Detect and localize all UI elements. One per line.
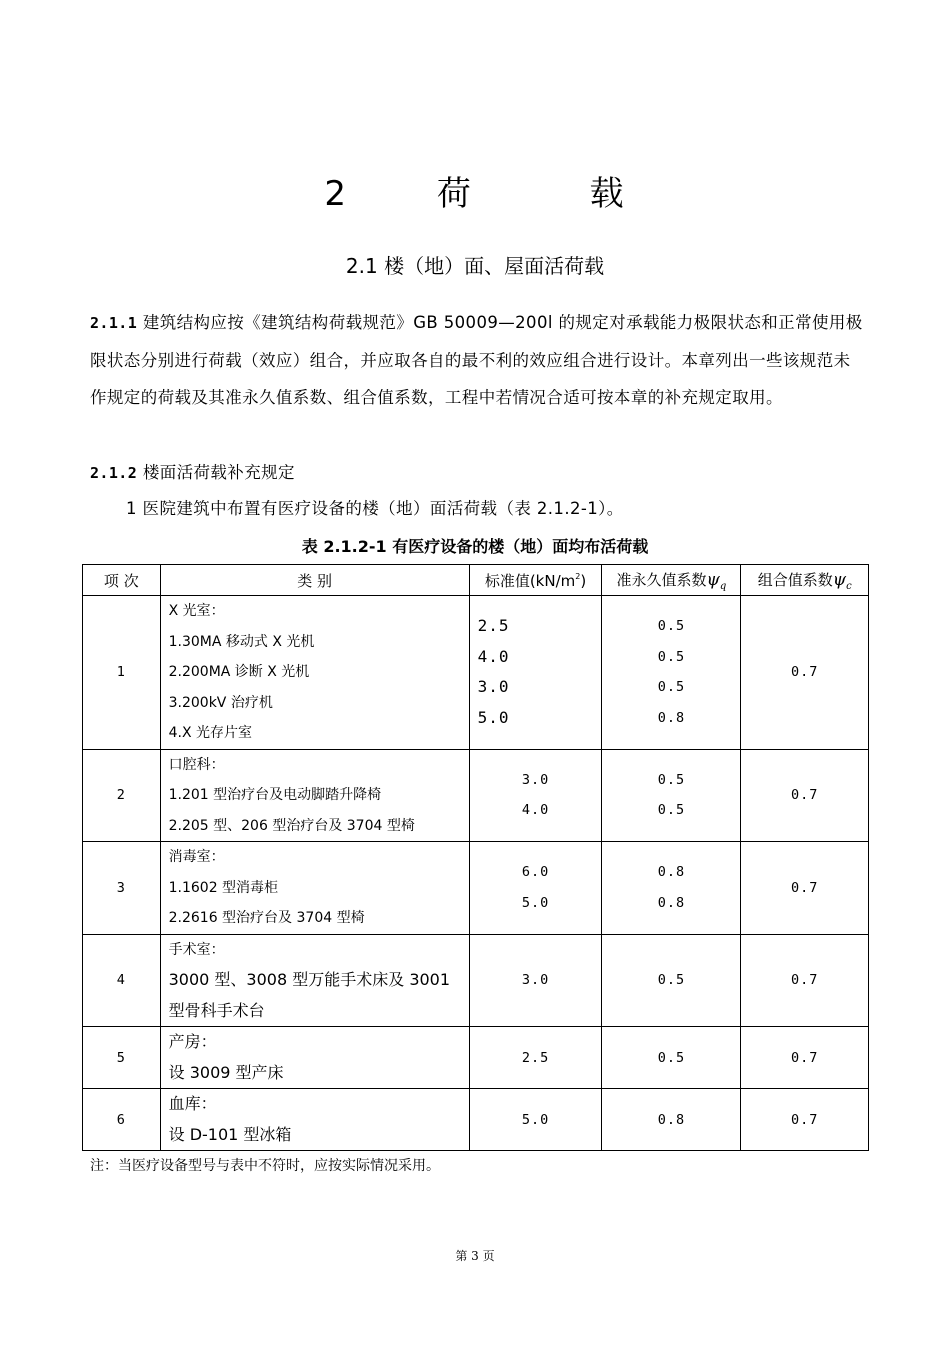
cell-combination: 0.7 xyxy=(741,1027,869,1089)
cell-type: 消毒室： 1.1602 型消毒柜 2.2616 型治疗台及 3704 型椅 xyxy=(160,842,469,935)
chapter-title-char-1: 荷 xyxy=(436,174,473,214)
list-item-1: 1 医院建筑中布置有医疗设备的楼（地）面活荷载（表 2.1.2-1）。 xyxy=(126,499,624,518)
cell-id: 2 xyxy=(83,749,161,842)
table-row xyxy=(83,749,869,842)
chapter-title xyxy=(0,166,950,215)
table-header-row xyxy=(83,565,869,596)
cell-standard-value: 5.0 xyxy=(469,1089,602,1151)
cell-quasi-permanent: 0.5 xyxy=(602,934,741,1027)
table-row xyxy=(83,596,869,750)
chapter-number: 2 xyxy=(324,174,348,214)
header-combination-coefficient: 组合值系数$\psi_c$ xyxy=(741,565,869,596)
clause-number: 2.1.1 xyxy=(90,314,138,332)
table-note: 注：当医疗设备型号与表中不符时，应按实际情况采用。 xyxy=(90,1158,440,1174)
cell-id: 5 xyxy=(83,1027,161,1089)
cell-combination: 0.7 xyxy=(741,1089,869,1151)
cell-standard-value: 3.0 xyxy=(469,934,602,1027)
cell-id: 6 xyxy=(83,1089,161,1151)
cell-standard-value: 2.5 4.0 3.0 5.0 xyxy=(469,596,602,750)
cell-type: 手术室： 3000 型、3008 型万能手术床及 3001 型骨科手术台 xyxy=(160,934,469,1027)
table-row xyxy=(83,1027,869,1089)
cell-standard-value: 3.0 4.0 xyxy=(469,749,602,842)
header-id: 项 次 xyxy=(83,565,161,596)
table-row xyxy=(83,842,869,935)
cell-combination: 0.7 xyxy=(741,842,869,935)
clause-text: 建筑结构应按《建筑结构荷载规范》GB 50009—200l 的规定对承载能力极限状态和正常使用极限状态分别进行荷载（效应）组合，并应取各自的最不利的效应组合进行设计。本章列出一些该规范未作规定的荷载及其准永久值系数、组合值系数，工程中若情况合适可按本章的补充规定取用。 xyxy=(90,313,863,407)
cell-type: 口腔科： 1.201 型治疗台及电动脚踏升降椅 2.205 型、206 型治疗台及 3704 型椅 xyxy=(160,749,469,842)
clause-2-1-1 xyxy=(90,304,865,416)
cell-standard-value: 6.0 5.0 xyxy=(469,842,602,935)
header-quasi-permanent-coefficient: 准永久值系数$\psi_q$ xyxy=(602,565,741,596)
cell-id: 1 xyxy=(83,596,161,750)
header-type: 类 别 xyxy=(160,565,469,596)
cell-type: 产房： 设 3009 型产床 xyxy=(160,1027,469,1089)
cell-quasi-permanent: 0.8 0.8 xyxy=(602,842,741,935)
page-number: 第 3 页 xyxy=(455,1249,495,1263)
table-row xyxy=(83,934,869,1027)
section-title: 2.1 楼（地）面、屋面活荷载 xyxy=(345,254,605,278)
load-table xyxy=(82,564,869,1151)
chapter-title-char-2: 载 xyxy=(589,174,626,214)
cell-quasi-permanent: 0.8 xyxy=(602,1089,741,1151)
cell-id: 3 xyxy=(83,842,161,935)
cell-type: X 光室： 1.30MA 移动式 X 光机 2.200MA 诊断 X 光机 3.200kV 治疗机 4.X 光存片室 xyxy=(160,596,469,750)
table-row xyxy=(83,1089,869,1151)
clause-number: 2.1.2 xyxy=(90,464,138,482)
clause-2-1-2 xyxy=(90,454,865,492)
cell-combination: 0.7 xyxy=(741,596,869,750)
header-standard-value: 标准值$(kN/m^2)$ xyxy=(469,565,602,596)
cell-quasi-permanent: 0.5 0.5 0.5 0.8 xyxy=(602,596,741,750)
cell-combination: 0.7 xyxy=(741,934,869,1027)
cell-quasi-permanent: 0.5 0.5 xyxy=(602,749,741,842)
cell-quasi-permanent: 0.5 xyxy=(602,1027,741,1089)
clause-text: 楼面活荷载补充规定 xyxy=(142,463,295,482)
cell-combination: 0.7 xyxy=(741,749,869,842)
table-caption: 表 2.1.2-1 有医疗设备的楼（地）面均布活荷载 xyxy=(301,537,649,556)
cell-id: 4 xyxy=(83,934,161,1027)
cell-type: 血库： 设 D-101 型冰箱 xyxy=(160,1089,469,1151)
cell-standard-value: 2.5 xyxy=(469,1027,602,1089)
